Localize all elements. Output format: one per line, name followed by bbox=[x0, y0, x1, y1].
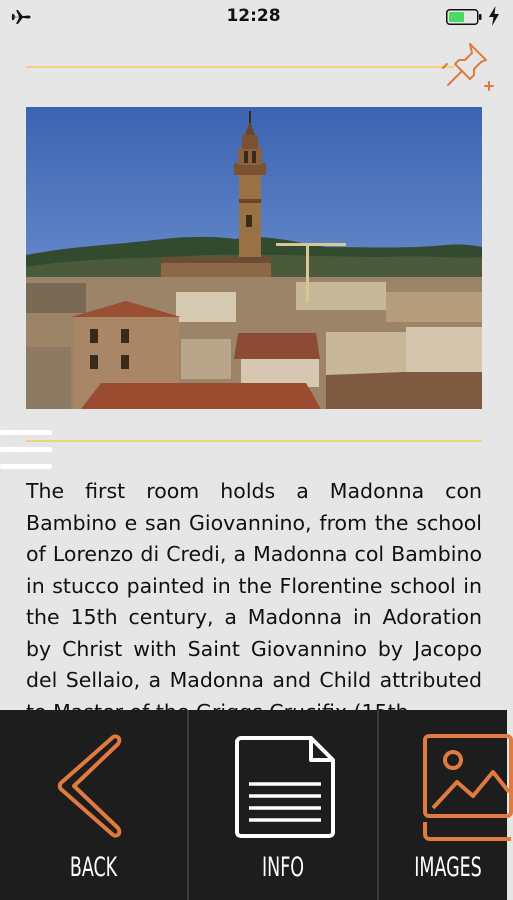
top-divider bbox=[26, 66, 454, 68]
section-divider bbox=[26, 440, 482, 442]
bottom-toolbar bbox=[0, 710, 507, 900]
back-button[interactable] bbox=[0, 710, 187, 900]
back-label: BACK bbox=[69, 852, 118, 883]
info-label: INFO bbox=[261, 852, 305, 883]
landmark-photo bbox=[26, 107, 482, 409]
pin-button[interactable] bbox=[440, 38, 496, 92]
images-button[interactable] bbox=[379, 710, 507, 900]
chevron-left-icon bbox=[52, 732, 124, 840]
status-bar bbox=[0, 0, 507, 36]
pin-icon bbox=[440, 38, 496, 92]
status-time: 12:28 bbox=[226, 6, 281, 26]
images-label: IMAGES bbox=[414, 852, 482, 883]
description-text: The first room holds a Madonna con Bambino e san Giovannino, from the school of Lorenzo di Credi, a Madonna col Bambino in stucco painted in the Florentine school in the 15th century, a Madonna in Adoration by Christ with Saint Giovannino by Jacopo del Sellaio, a Madonna and Child attributed bbox=[26, 479, 482, 692]
battery-icon bbox=[446, 9, 482, 25]
document-icon bbox=[235, 736, 335, 838]
charging-bolt-icon bbox=[488, 6, 500, 26]
images-icon bbox=[423, 734, 513, 842]
hamburger-menu-icon[interactable] bbox=[0, 430, 52, 470]
info-button[interactable] bbox=[189, 710, 377, 900]
